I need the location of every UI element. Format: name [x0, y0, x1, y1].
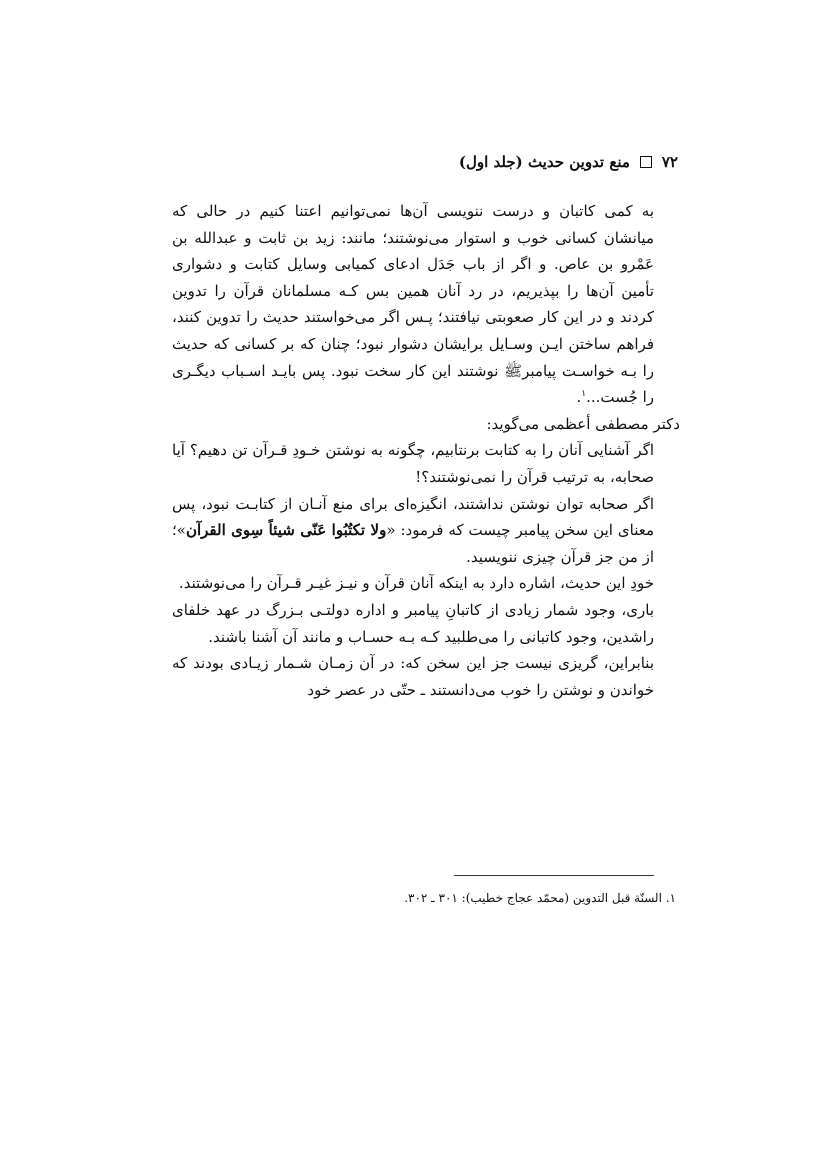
square-outline-icon — [640, 156, 652, 168]
paragraph-3: اگر آشنایی آنان را به کتابت برنتابیم، چگونه به نوشتن خـودِ قـرآن تن دهیم؟ آیا صحابه، به ترتیب قرآن را نمی‌نوشتند؟! — [172, 441, 654, 486]
paragraph-2: دکتر مصطفی أعظمی می‌گوید: — [486, 414, 680, 433]
paragraph-6: باری، وجود شمار زیادی از کاتبانِ پیامبر و اداره دولتـی بـزرگ در عهد خلفای راشدین، وجود کاتبانی را می‌طلبید کـه بـه حسـاب و مانند آن آشنا باشند. — [172, 600, 654, 646]
hadith-quote: ولا تکتُبُوا عَنّی شیئاً سِوی القرآن — [185, 521, 387, 540]
paragraph-4-end: »؛ از من جز قرآن چیزی ننویسید. — [172, 521, 654, 566]
page-header — [150, 150, 678, 174]
running-title: منع تدوین حدیث (جلد اول) — [458, 153, 630, 171]
paragraph-4-start: اگر صحابه توان نوشتن نداشتند، انگیزه‌ای برای منع آنـان از کتابـت نبود، پس معنای این سخن پیامبر چیست که فرمود: « — [172, 494, 654, 540]
body-text — [172, 198, 680, 703]
footnote-divider — [454, 875, 654, 876]
footnote: ۱. السنّة قبل التدوین (محمّد عجاج خطیب): ۳۰۱ ـ ۳۰۲. — [404, 891, 676, 905]
paragraph-1-text: به کمی کاتبان و درست ننویسی آن‌ها نمی‌توانیم اعتنا کنیم در حالی که میانشان کسانی خوب و استوار می‌نوشتند؛ مانند: زید بن ثابت و عبدالله بن عَمْرو بن عاص. و اگر از باب جَدَل ادعای کمیابی وسایل کتابت و دشواری تأمین آن‌ها را بپذیریم، در رد آنان همین بس کـه مسلمانان قرآن را تدوین کردند و در این کار صعوبتی نیافتند؛ پـس اگر می‌خواستند حدیث را تدوین کنند، فراهم ساختن ایـن وسـایل برایشان دشوار نبود؛ چنان که بر کسانی که حدیث را بـه خواسـت پیامبرﷺ نوشتند این کار سخت نبود. پس بایـد اسـباب دیگـری را جُست... — [172, 202, 654, 407]
page-number: ۷۲ — [661, 153, 678, 171]
footnote-marker: ۱ — [581, 389, 587, 400]
paragraph-1: به کمی کاتبان و درست ننویسی آن‌ها نمی‌توانیم اعتنا کنیم در حالی که میانشان کسانی خوب و استوار می‌نوشتند؛ مانند: زید بن ثابت و عبدالله بن عَمْرو بن عاص. و اگر از باب جَدَل ادعای کمیابی وسایل کتابت و دشواری تأمین آن‌ها را بپذیریم، در رد آنان همین بس کـه مسلمانان قرآن را تدوین کردند و در این کار صعوبتی نیافتند؛ پـس اگر می‌خواستند حدیث را تدوین کنند، فراهم ساختن ایـن وسـایل برایشان دشوار نبود؛ چنان که بر کسانی که حدیث را بـه خواسـت پیامبرﷺ نوشتند این کار سخت نبود. پس بایـد اسـباب دیگـری را جُست...$^۱$. — [172, 202, 654, 407]
paragraph-5: خودِ این حدیث، اشاره دارد به اینکه آنان قرآن و نیـز غیـر قـرآن را می‌نوشتند. — [178, 574, 654, 593]
paragraph-7: بنابراین، گریزی نیست جز این سخن که: در آن زمـان شـمار زیـادی بودند که خواندن و نوشتن را خوب می‌دانستند ـ حتّی در عصر خود — [172, 654, 654, 699]
paragraph-4 — [172, 491, 654, 571]
